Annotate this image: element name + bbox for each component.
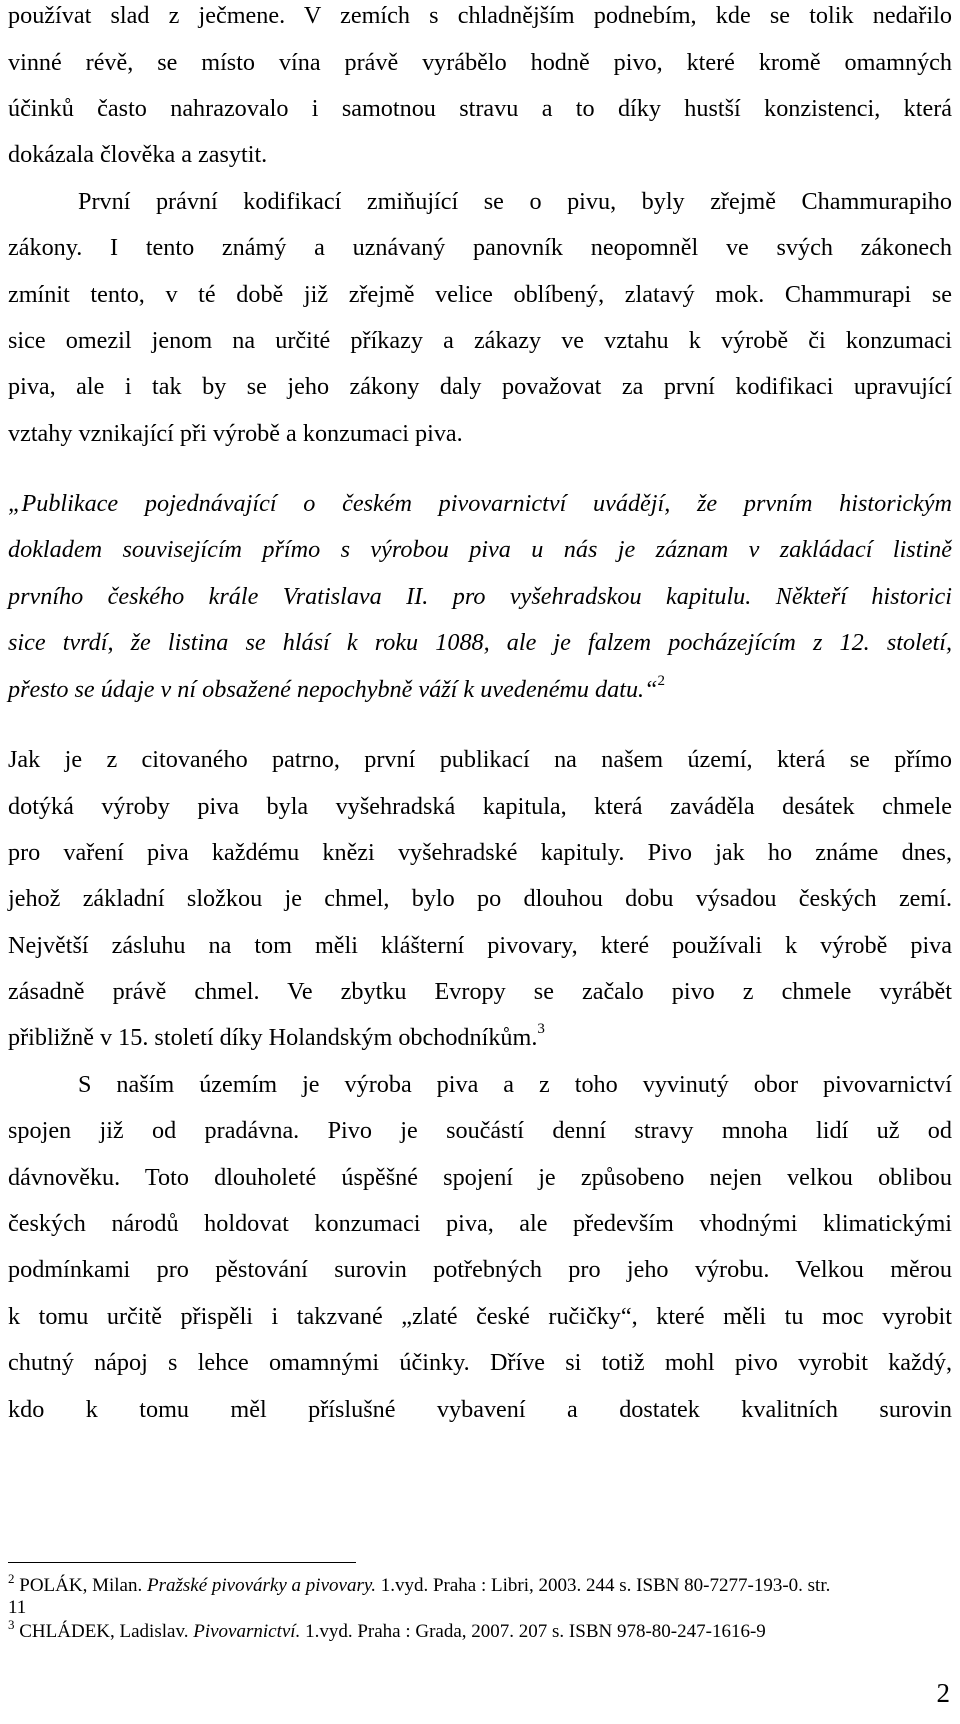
footnote-details: 1.vyd. Praha : Grada, 2007. 207 s. ISBN 978-80-247-1616-9: [305, 1621, 766, 1642]
quote-line: [8, 673, 666, 703]
text-line: k tomu určitě přispěli i takzvané „zlaté české ručičky“, které měli tu moc vyrobit: [8, 1303, 952, 1330]
footnote-2: [8, 1571, 831, 1596]
footnote-separator: [8, 1562, 356, 1563]
footnote-ref: 3: [537, 1021, 545, 1037]
text-line: Největší zásluhu na tom měli klášterní pivovary, které používali k výrobě piva: [8, 932, 952, 959]
text-line: spojen již od pradávna. Pivo je součástí denní stravy mnoha lidí už od: [8, 1117, 952, 1144]
text-line: zákony. I tento známý a uznávaný panovník neopomněl ve svých zákonech: [8, 234, 952, 261]
text-line: účinků často nahrazovalo i samotnou stravu a to díky hustší konzistenci, která: [8, 95, 952, 122]
text-line: používat slad z ječmene. V zemích s chladnějším podnebím, kde se tolik nedařilo: [8, 2, 952, 29]
quote-line: dokladem souvisejícím přímo s výrobou piva u nás je záznam v zakládací listině: [8, 536, 952, 563]
text-line: zmínit tento, v té době již zřejmě velice oblíbený, zlatavý mok. Chammurapi se: [8, 281, 952, 308]
text-line: [8, 1021, 545, 1051]
text-line: dávnověku. Toto dlouholeté úspěšné spojení je způsobeno nejen velkou oblibou: [8, 1164, 952, 1191]
text-line: dotýká výroby piva byla vyšehradská kapitula, která zaváděla desátek chmele: [8, 793, 952, 820]
text-line: První právní kodifikací zmiňující se o pivu, byly zřejmě Chammurapiho: [78, 188, 952, 215]
footnote-title: Pražské pivovárky a pivovary.: [146, 1575, 376, 1596]
footnote-author: CHLÁDEK, Ladislav.: [19, 1621, 189, 1642]
text-line: podmínkami pro pěstování surovin potřebných pro jeho výrobu. Velkou měrou: [8, 1256, 952, 1283]
text-line: kdo k tomu měl příslušné vybavení a dostatek kvalitních surovin: [8, 1396, 952, 1423]
text-line: sice omezil jenom na určité příkazy a zákazy ve vztahu k výrobě či konzumaci: [8, 327, 952, 354]
text-line: piva, ale i tak by se jeho zákony daly považovat za první kodifikaci upravující: [8, 373, 952, 400]
quote-line: sice tvrdí, že listina se hlásí k roku 1088, ale je falzem pocházejícím z 12. století,: [8, 629, 952, 656]
text-line: chutný nápoj s lehce omamnými účinky. Dříve si totiž mohl pivo vyrobit každý,: [8, 1349, 952, 1376]
text-line: Jak je z citovaného patrno, první publikací na našem území, která se přímo: [8, 746, 952, 773]
footnote-2-continuation: 11: [8, 1597, 27, 1618]
quote-line: prvního českého krále Vratislava II. pro vyšehradskou kapitulu. Někteří historici: [8, 583, 952, 610]
text-line: pro vaření piva každému knězi vyšehradské kapituly. Pivo jak ho známe dnes,: [8, 839, 952, 866]
footnote-title: Pivovarnictví.: [193, 1621, 301, 1642]
text-line: vztahy vznikající při výrobě a konzumaci piva.: [8, 420, 463, 447]
text-line: českých národů holdovat konzumaci piva, ale především vhodnými klimatickými: [8, 1210, 952, 1237]
footnote-number: 2: [8, 1571, 15, 1586]
text-line: jehož základní složkou je chmel, bylo po dlouhou dobu výsadou českých zemí.: [8, 885, 952, 912]
quote-line: „Publikace pojednávající o českém pivovarnictví uvádějí, že prvním historickým: [8, 490, 952, 517]
document-page: [8, 0, 952, 1724]
page-number: 2: [936, 1678, 950, 1708]
footnote-3: [8, 1617, 766, 1642]
footnote-ref: 2: [657, 673, 666, 689]
text-line: S naším územím je výroba piva a z toho vyvinutý obor pivovarnictví: [78, 1071, 952, 1098]
footnote-details: 1.vyd. Praha : Libri, 2003. 244 s. ISBN 80-7277-193-0. str.: [380, 1575, 831, 1596]
text-span: přibližně v 15. století díky Holandským obchodníkům.: [8, 1024, 538, 1051]
quote-text: přesto se údaje v ní obsažené nepochybně váží k uvedenému datu.“: [8, 676, 658, 703]
footnote-number: 3: [8, 1617, 15, 1632]
text-line: vinné révě, se místo vína právě vyrábělo hodně pivo, které kromě omamných: [8, 49, 952, 76]
footnote-author: POLÁK, Milan.: [19, 1575, 143, 1596]
text-line: dokázala člověka a zasytit.: [8, 141, 268, 168]
text-line: zásadně právě chmel. Ve zbytku Evropy se začalo pivo z chmele vyrábět: [8, 978, 952, 1005]
